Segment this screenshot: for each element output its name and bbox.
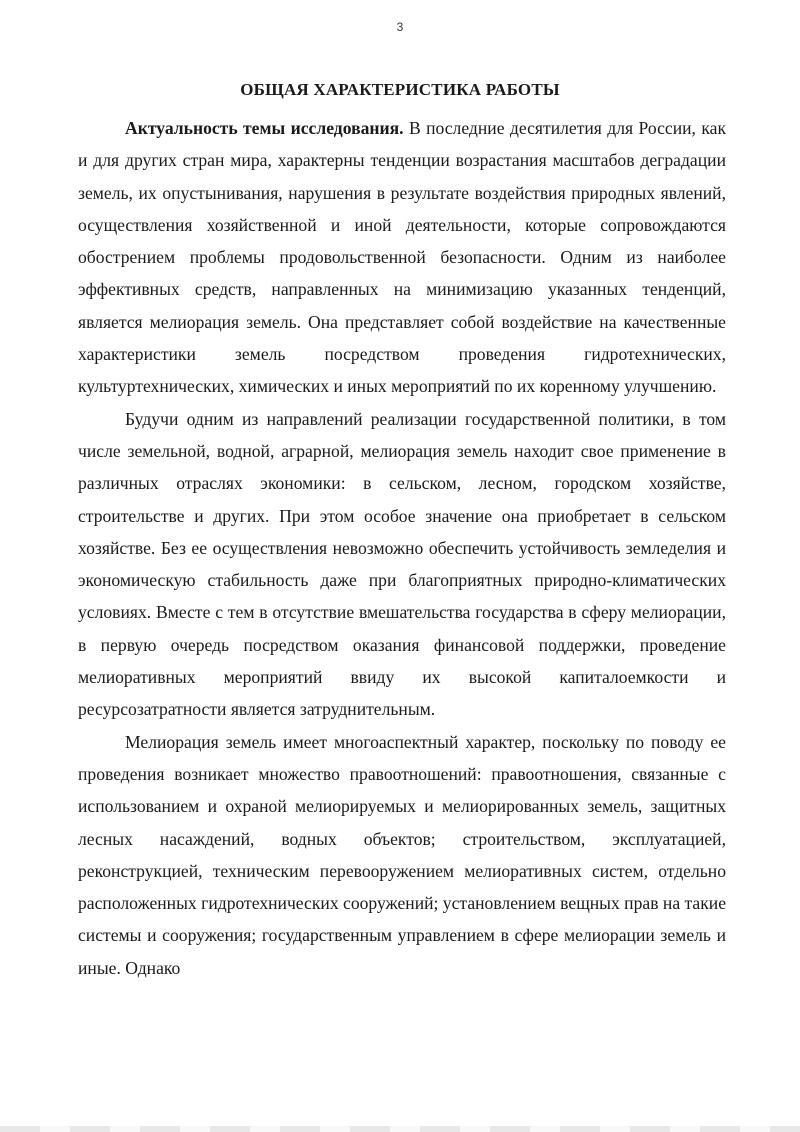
paragraph-legal-relations: [78, 726, 726, 984]
paragraph-text: Мелиорация земель имеет многоаспектный характер, поскольку по поводу ее проведения возникает множество правоотношений: правоотношения, связанные с использованием и охраной мелиорируемых и мелиорированных земель, защитных лесных насаждений, водных объектов; строительством, эксплуатацией, реконструкцией, техническим перевооружением мелиоративных систем, отдельно расположенных гидротехнических сооружений; установлением вещных прав на такие системы и сооружения; государственным управлением в сфере мелиорации земель и иные. Однако: [78, 731, 727, 978]
scan-edge: [0, 1126, 800, 1132]
page-number: 3: [396, 20, 404, 34]
paragraph-relevance: [78, 112, 726, 403]
paragraph-lead: Актуальность темы исследования.: [125, 118, 404, 138]
paragraph-text: Будучи одним из направлений реализации государственной политики, в том числе земельной, водной, аграрной, мелиорация земель находит свое применение в различных отраслях экономики: в сельском, лесном, городском хозяйстве, строительстве и других. При этом особое значение она приобретает в сельском хозяйстве. Без ее осуществления невозможно обеспечить устойчивость земледелия и экономическую стабильность даже при благоприятных природно-климатических условиях. Вместе с тем в отсутствие вмешательства государства в сферу мелиорации, в первую очередь посредством оказания финансовой поддержки, проведение мелиоративных мероприятий ввиду их высокой капиталоемкости и ресурсозатратности является затруднительным.: [78, 408, 726, 720]
body-text: [78, 112, 726, 984]
paragraph-state-policy: [78, 403, 726, 726]
paragraph-text: В последние десятилетия для России, как и для других стран мира, характерны тенденции возрастания масштабов деградации земель, их опустынивания, нарушения в результате воздействия природных явлений, осуществления хозяйственной и иной деятельности, которые сопровождаются обострением проблемы продовольственной безопасности. Одним из наиболее эффективных средств, направленных на минимизацию указанных тенденций, является мелиорация земель. Она представляет собой воздействие на качественные характеристики земель посредством проведения гидротехнических, культуртехнических, химических и иных мероприятий по их коренному улучшению.: [78, 118, 726, 397]
section-heading: ОБЩАЯ ХАРАКТЕРИСТИКА РАБОТЫ: [240, 80, 560, 99]
